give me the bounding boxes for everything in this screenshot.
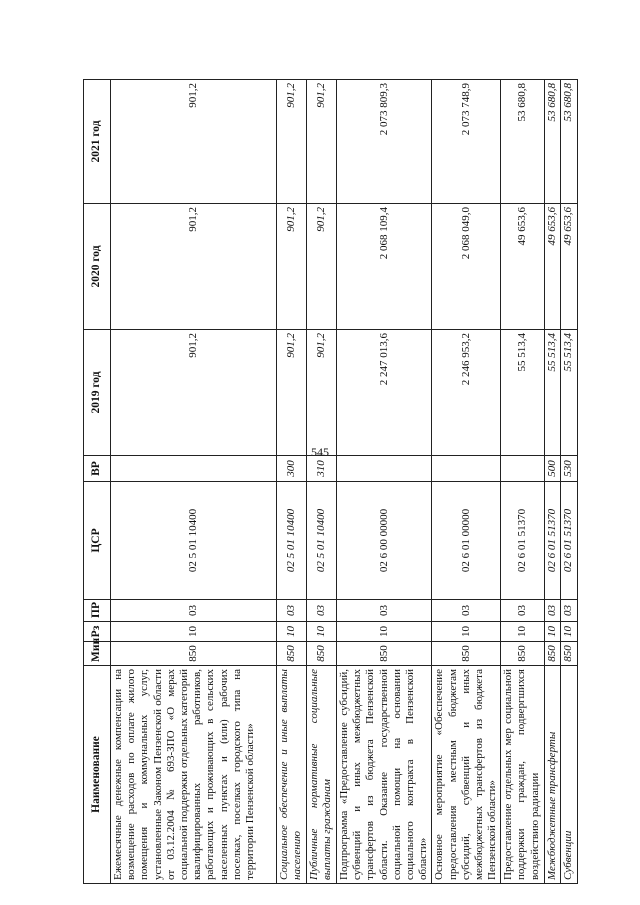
row-csr: 02 5 01 10400 — [307, 482, 337, 600]
row-pr: 03 — [501, 600, 545, 622]
row-2019: 55 513,4 — [545, 330, 561, 456]
row-rz: 10 — [111, 622, 277, 642]
row-min: 850 — [111, 642, 277, 666]
row-rz: 10 — [561, 622, 577, 642]
row-pr: 03 — [277, 600, 307, 622]
table-row — [277, 80, 307, 884]
row-csr: 02 6 01 51370 — [501, 482, 545, 600]
row-2021: 53 680,8 — [545, 80, 561, 204]
row-2020: 49 653,6 — [561, 204, 577, 330]
col-header-vr: ВР — [84, 456, 111, 482]
table-row — [545, 80, 561, 884]
row-2021: 901,2 — [111, 80, 277, 204]
table-row — [307, 80, 337, 884]
row-2019: 55 513,4 — [501, 330, 545, 456]
row-pr: 03 — [111, 600, 277, 622]
row-csr: 02 6 01 51370 — [561, 482, 577, 600]
page-number: 545 — [311, 445, 329, 459]
col-header-2021: 2021 год — [84, 80, 111, 204]
table-row — [111, 80, 277, 884]
row-2020: 901,2 — [111, 204, 277, 330]
row-rz: 10 — [432, 622, 501, 642]
row-rz: 10 — [501, 622, 545, 642]
row-name: Социальное обеспечение и иные выплаты населению — [277, 666, 307, 884]
row-rz: 10 — [277, 622, 307, 642]
row-2021: 2 073 809,3 — [337, 80, 432, 204]
row-2020: 49 653,6 — [545, 204, 561, 330]
table-row — [337, 80, 432, 884]
row-2021: 901,2 — [307, 80, 337, 204]
row-vr: 310 — [307, 456, 337, 482]
row-csr: 02 6 01 51370 — [545, 482, 561, 600]
row-min: 850 — [277, 642, 307, 666]
col-header-csr: ЦСР — [84, 482, 111, 600]
row-min: 850 — [545, 642, 561, 666]
rotated-table-wrapper — [83, 80, 575, 884]
row-csr: 02 6 00 00000 — [337, 482, 432, 600]
table-row — [501, 80, 545, 884]
row-pr: 03 — [337, 600, 432, 622]
col-header-rz: Рз — [84, 622, 111, 642]
row-pr: 03 — [545, 600, 561, 622]
col-header-pr: ПР — [84, 600, 111, 622]
row-rz: 10 — [307, 622, 337, 642]
row-2019: 901,2 — [307, 330, 337, 456]
row-vr — [337, 456, 432, 482]
row-name: Межбюджетные трансферты — [545, 666, 561, 884]
row-2020: 49 653,6 — [501, 204, 545, 330]
table-row — [432, 80, 501, 884]
row-csr: 02 5 01 10400 — [277, 482, 307, 600]
row-vr: 500 — [545, 456, 561, 482]
col-header-2020: 2020 год — [84, 204, 111, 330]
row-min: 850 — [337, 642, 432, 666]
row-rz: 10 — [337, 622, 432, 642]
row-2021: 901,2 — [277, 80, 307, 204]
row-vr — [501, 456, 545, 482]
row-csr: 02 5 01 10400 — [111, 482, 277, 600]
row-2019: 901,2 — [277, 330, 307, 456]
row-min: 850 — [307, 642, 337, 666]
row-rz: 10 — [545, 622, 561, 642]
row-name: Подпрограмма «Предоставление субсидий, субвенций и иных межбюджетных трансфертов из бюджета Пензенской области. Оказание государственной социальной помощи на основании социального контракта в Пензенской области» — [337, 666, 432, 884]
row-2019: 2 246 953,2 — [432, 330, 501, 456]
row-2020: 2 068 109,4 — [337, 204, 432, 330]
row-2019: 901,2 — [111, 330, 277, 456]
row-name: Ежемесячные денежные компенсации на возмещение расходов по оплате жилого помещения и коммунальных услуг, установленные Законом Пензенской области от 03.12.2004 № 693-ЗПО «О мерах социальной поддержки отдельных категорий квалифицированных работников, работающих и проживающих в сельских населенных пунктах и (или) рабочих поселках, поселках городского типа на территории Пензенской области» — [111, 666, 277, 884]
row-pr: 03 — [432, 600, 501, 622]
row-vr: 300 — [277, 456, 307, 482]
row-vr: 530 — [561, 456, 577, 482]
row-name: Основное мероприятие «Обеспечение предоставления местным бюджетам субсидий, субвенций и иных межбюджетных трансфертов из бюджета Пензенской области» — [432, 666, 501, 884]
budget-table — [83, 79, 578, 884]
table-row — [561, 80, 577, 884]
row-vr — [432, 456, 501, 482]
row-2019: 55 513,4 — [561, 330, 577, 456]
row-name: Субвенции — [561, 666, 577, 884]
row-2019: 2 247 013,6 — [337, 330, 432, 456]
row-2021: 2 073 748,9 — [432, 80, 501, 204]
row-pr: 03 — [561, 600, 577, 622]
row-pr: 03 — [307, 600, 337, 622]
row-2021: 53 680,8 — [561, 80, 577, 204]
row-2021: 53 680,8 — [501, 80, 545, 204]
row-2020: 901,2 — [307, 204, 337, 330]
row-min: 850 — [501, 642, 545, 666]
row-name: Предоставление отдельных мер социальной поддержки граждан, подвергшихся воздействию радиации — [501, 666, 545, 884]
row-vr — [111, 456, 277, 482]
row-csr: 02 6 01 00000 — [432, 482, 501, 600]
table-header-row — [84, 80, 111, 884]
col-header-min: Мин — [84, 642, 111, 666]
col-header-name: Наименование — [84, 666, 111, 884]
row-min: 850 — [561, 642, 577, 666]
col-header-2019: 2019 год — [84, 330, 111, 456]
row-2020: 901,2 — [277, 204, 307, 330]
row-2020: 2 068 049,0 — [432, 204, 501, 330]
row-min: 850 — [432, 642, 501, 666]
row-name: Публичные нормативные социальные выплаты гражданам — [307, 666, 337, 884]
